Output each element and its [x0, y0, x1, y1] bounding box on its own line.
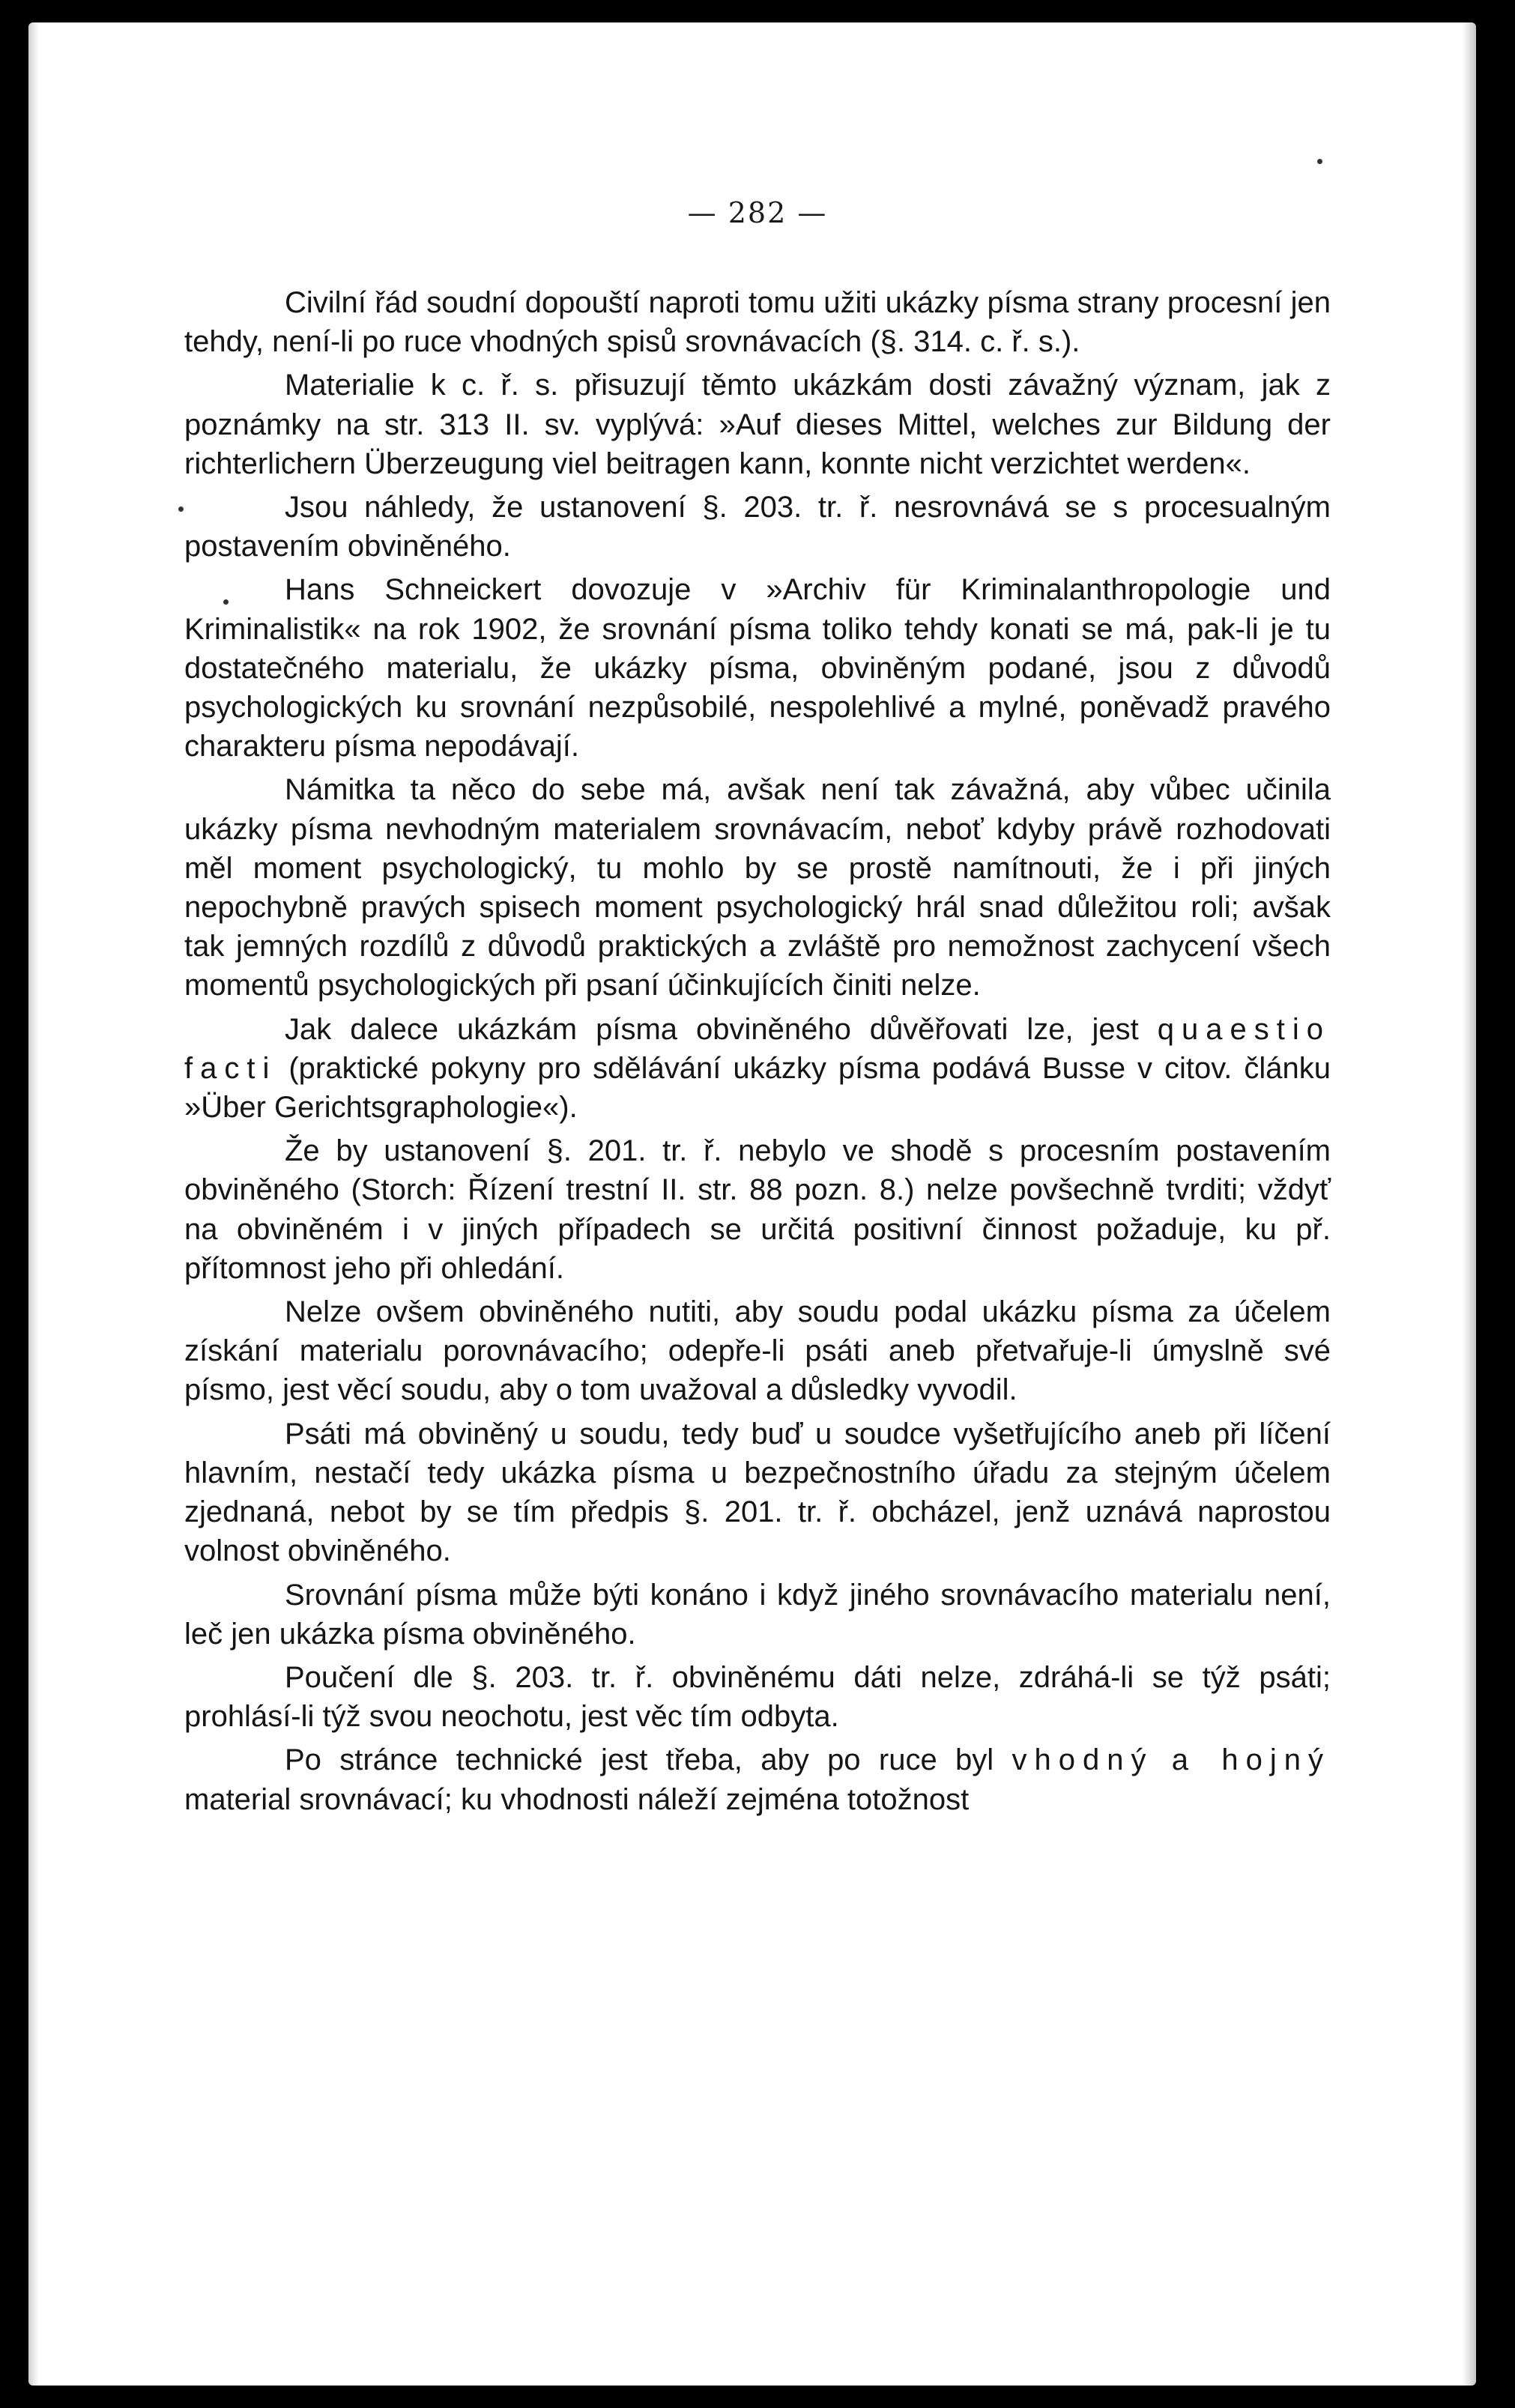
paragraph: Civilní řád soudní dopouští naproti tomu užiti ukázky písma strany procesní jen tehdy, není-li po ruce vhodných spisů srovnávacích (§. 314. c. ř. s.).: [184, 286, 1331, 359]
scan-speck: [1317, 159, 1322, 164]
paragraph: Že by ustanovení §. 201. tr. ř. nebylo ve shodě s procesním postavením obviněného (Storch: Řízení trestní II. str. 88 pozn. 8.) nelze povšechně tvrditi; vždyť na obviněném i v jiných případech se určitá positivní činnost požaduje, ku př. přítomnost jeho při ohledání.: [184, 1134, 1331, 1285]
paragraph: Psáti má obviněný u soudu, tedy buď u soudce vyšetřujícího aneb při líčení hlavním, nestačí tedy ukázka písma u bezpečnostního úřadu za stejným účelem zjednaná, nebot by se tím předpis §. 201. tr. ř. obcházel, jenž uznává naprostou volnost obviněného.: [184, 1417, 1331, 1568]
paragraph: [184, 1010, 1331, 1128]
paragraph-text: material srovnávací; ku vhodnosti náleží zejména totožnost: [184, 1782, 970, 1816]
paragraph: Srovnání písma může býti konáno i když jiného srovnávacího materialu není, leč jen ukázka písma obviněného.: [184, 1578, 1331, 1651]
paragraph: Nelze ovšem obviněného nutiti, aby soudu podal ukázku písma za účelem získání materialu porovnávacího; odepře-li psáti aneb přetvařuje-li úmyslně své písmo, jest věcí soudu, aby o tom uvažoval a důsledky vyvodil.: [184, 1295, 1331, 1407]
paragraph: Hans Schneickert dovozuje v »Archiv für Kriminalanthropologie und Kriminalistik« na rok 1902, že srovnání písma toliko tehdy konati se má, pak-li je tu dostatečného materialu, že ukázky písma, obviněným podané, jsou z důvodů psychologických ku srovnání nezpůsobilé, nespolehlivé a mylné, poněvadž pravého charakteru písma nepodávají.: [184, 573, 1331, 763]
scan-speck: [178, 506, 184, 512]
page-number: — 282 —: [687, 196, 828, 229]
scan-speck: [223, 599, 229, 605]
paragraph-text: (praktické pokyny pro sdělávání ukázky písma podává Busse v citov. článku »Über Gerichtsgraphologie«).: [184, 1051, 1331, 1125]
paragraph-text: Po stránce technické jest třeba, aby po ruce byl: [285, 1743, 1012, 1777]
paragraph-text: Jak dalece ukázkám písma obviněného důvěřovati lze, jest: [285, 1012, 1158, 1046]
scan-edge-left: [28, 22, 39, 2386]
spaced-emphasis: vhodný: [1011, 1743, 1154, 1777]
paragraph-text: [1153, 1743, 1171, 1776]
paragraph: Námitka ta něco do sebe má, avšak není tak závažná, aby vůbec učinila ukázky písma nevhodným materialem srovnávacím, neboť kdyby právě rozhodovati měl moment psychologický, tu mohlo by se prostě namítnouti, že i při jiných nepochybně pravých spisech moment psychologický hrál snad důležitou roli; avšak tak jemných rozdílů z důvodů praktických a zvláště pro nemožnost zachycení všech momentů psychologických při psaní účinkujících činiti nelze.: [184, 773, 1331, 1002]
spaced-latin-phrase: quaestio facti: [184, 1012, 1331, 1085]
paragraph: Jsou náhledy, že ustanovení §. 203. tr. ř. nesrovnává se s procesualným postavením obviněného.: [184, 491, 1331, 563]
body-text: [184, 283, 1331, 1824]
paragraph: [184, 1740, 1331, 1818]
spaced-emphasis: a hojný: [1171, 1743, 1331, 1777]
scan-edge-right: [1463, 22, 1476, 2386]
paragraph: Poučení dle §. 203. tr. ř. obviněnému dáti nelze, zdráhá-li se týž psáti; prohlásí-li týž svou neochotu, jest věc tím odbyta.: [184, 1660, 1331, 1734]
paragraph: Materialie k c. ř. s. přisuzují těmto ukázkám dosti závažný význam, jak z poznámky na str. 313 II. sv. vyplývá: »Auf dieses Mittel, welches zur Bildung der richterlichern Überzeugung viel beitragen kann, konnte nicht verzichtet werden«.: [184, 369, 1331, 480]
